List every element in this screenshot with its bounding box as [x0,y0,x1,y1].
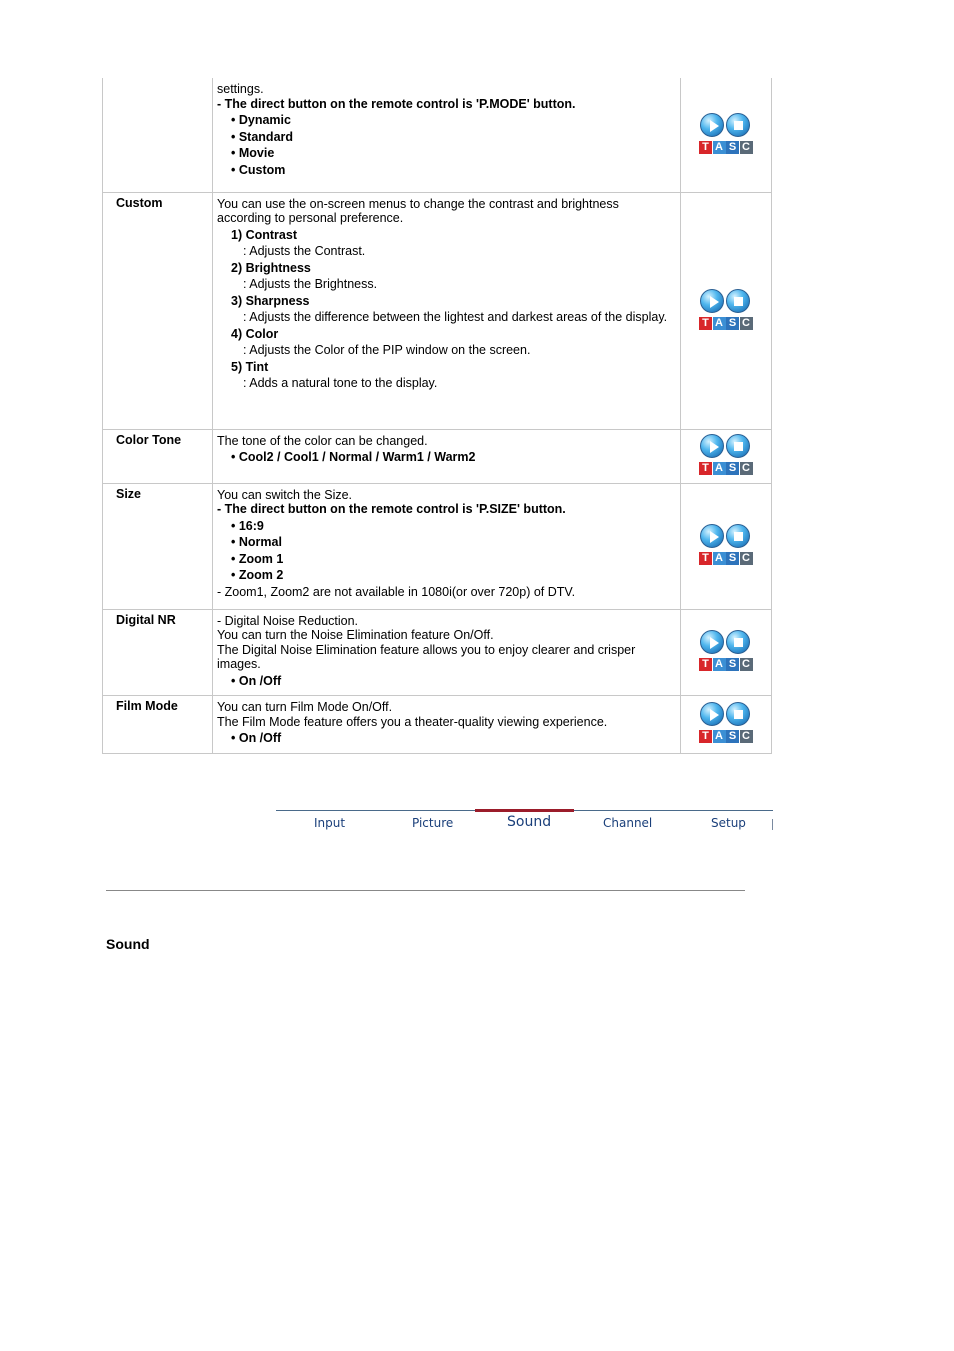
tasc-letter: T [699,730,712,743]
option-item: • Zoom 1 [231,551,284,566]
setting-title: 5) Tint [231,359,269,374]
settings-table [102,78,772,754]
table-row [103,609,772,696]
play-icon[interactable] [700,524,724,548]
row-label [103,78,213,192]
option-item: • On /Off [231,673,282,688]
stop-icon[interactable] [726,113,750,137]
direct-button-note: - The direct button on the remote control is 'P.MODE' button. [217,96,576,111]
tasc-letter: A [713,730,726,743]
option-item: • Standard [231,129,294,144]
row-label: Film Mode [103,696,213,754]
tasc-play-stop-icon[interactable] [699,113,753,157]
row-icon-cell [681,192,772,429]
table-row [103,483,772,609]
tab-picture[interactable]: Picture [412,816,454,830]
tasc-letter: A [713,462,726,475]
row-label: Color Tone [103,429,213,483]
tasc-letter: T [699,141,712,154]
setting-desc: : Adjusts the difference between the lightest and darkest areas of the display. [243,310,668,324]
option-item: • On /Off [231,731,282,745]
stop-icon[interactable] [726,702,750,726]
row-icon-cell [681,609,772,696]
play-icon[interactable] [700,289,724,313]
tasc-play-stop-icon[interactable] [699,289,753,333]
tasc-letter: A [713,658,726,671]
row-label: Size [103,483,213,609]
tab-channel[interactable]: Channel [603,816,653,830]
tasc-letter: S [726,552,739,565]
play-icon[interactable] [700,630,724,654]
row-note: - Zoom1, Zoom2 are not available in 1080i(or over 720p) of DTV. [217,584,576,599]
stop-icon[interactable] [726,630,750,654]
tasc-play-stop-icon[interactable] [699,434,753,478]
description-line: The tone of the color can be changed. [217,433,428,448]
section-divider [106,890,745,891]
tasc-letter: S [726,317,739,330]
row-description [213,78,681,192]
tasc-play-stop-icon[interactable] [699,524,753,568]
row-icon-cell [681,696,772,754]
tab-input[interactable]: Input [314,816,346,830]
setting-desc: : Adjusts the Color of the PIP window on the screen. [243,343,531,357]
menu-tabs [276,810,773,841]
row-description [213,609,681,696]
stop-icon[interactable] [726,289,750,313]
play-icon[interactable] [700,434,724,458]
tasc-letter: S [726,141,739,154]
tasc-letter: S [726,658,739,671]
tasc-letter: A [713,317,726,330]
section-title: Sound [106,936,150,952]
tasc-letter: A [713,141,726,154]
tasc-letter: T [699,317,712,330]
tab-setup[interactable]: Setup [711,816,746,830]
setting-desc: : Adds a natural tone to the display. [243,376,438,390]
tasc-letter: S [726,730,739,743]
setting-title: 1) Contrast [231,227,297,242]
tasc-play-stop-icon[interactable] [699,630,753,674]
play-icon[interactable] [700,113,724,137]
tasc-letter: T [699,658,712,671]
table-row [103,192,772,429]
description-line: - Digital Noise Reduction. [217,613,359,628]
option-item: • Custom [231,162,286,177]
tasc-letter: T [699,552,712,565]
option-item: • Zoom 2 [231,568,284,582]
table-row [103,696,772,754]
tasc-letter: C [740,317,753,330]
tasc-letter: C [740,658,753,671]
active-tab-indicator [475,809,574,812]
tab-separator [772,819,773,830]
option-item: • Cool2 / Cool1 / Normal / Warm1 / Warm2 [231,450,476,464]
tasc-letter: A [713,552,726,565]
setting-title: 3) Sharpness [231,293,310,308]
description-line: settings. [217,82,264,96]
row-icon-cell [681,483,772,609]
row-description [213,192,681,429]
description-line: You can use the on-screen menus to change the contrast and brightness according to personal preference. [217,196,619,225]
stop-icon[interactable] [726,524,750,548]
description-line: You can switch the Size. [217,487,353,502]
tasc-letter: C [740,141,753,154]
table-row [103,429,772,483]
option-item: • 16:9 [231,518,264,533]
tasc-letter: C [740,552,753,565]
description-line: The Film Mode feature offers you a theater-quality viewing experience. [217,714,608,729]
row-description [213,696,681,754]
row-label: Digital NR [103,609,213,696]
description-line: You can turn the Noise Elimination feature On/Off. [217,628,494,642]
row-icon-cell [681,78,772,192]
row-description [213,483,681,609]
option-item: • Dynamic [231,113,291,127]
stop-icon[interactable] [726,434,750,458]
setting-desc: : Adjusts the Brightness. [243,277,378,291]
setting-title: 2) Brightness [231,260,311,275]
setting-title: 4) Color [231,326,279,341]
tasc-letter: C [740,730,753,743]
option-item: • Normal [231,535,282,549]
tasc-letter: T [699,462,712,475]
setting-desc: : Adjusts the Contrast. [243,244,366,258]
description-line: You can turn Film Mode On/Off. [217,700,393,714]
row-label: Custom [103,192,213,429]
description-line: The Digital Noise Elimination feature allows you to enjoy clearer and crisper images. [217,642,636,671]
direct-button-note: - The direct button on the remote control is 'P.SIZE' button. [217,502,566,516]
option-item: • Movie [231,146,275,160]
row-icon-cell [681,429,772,483]
tab-sound[interactable]: Sound [507,814,552,830]
play-icon[interactable] [700,702,724,726]
tasc-letter: C [740,462,753,475]
tasc-play-stop-icon[interactable] [699,702,753,746]
table-row [103,78,772,192]
row-description [213,429,681,483]
tasc-letter: S [726,462,739,475]
